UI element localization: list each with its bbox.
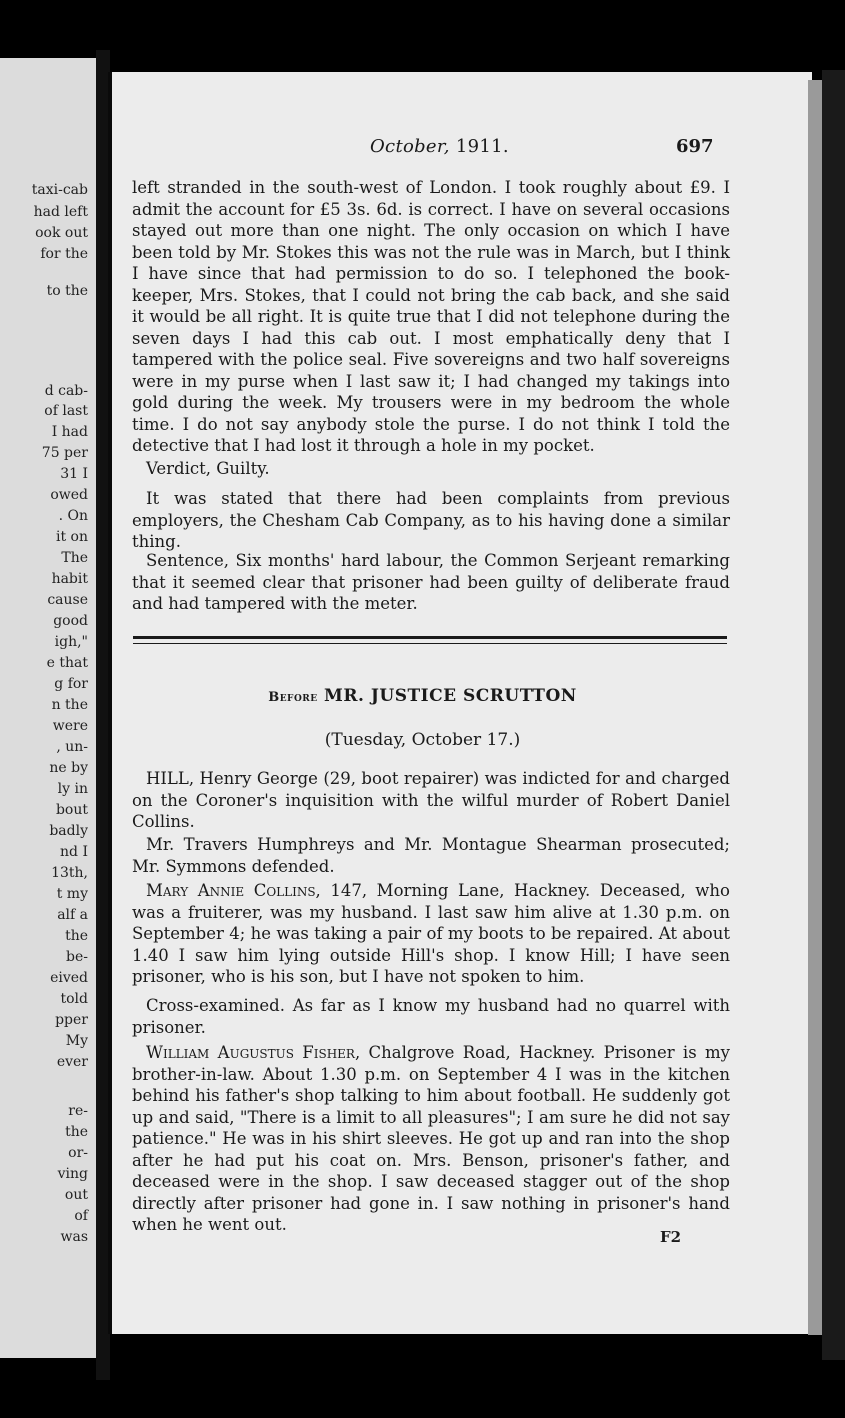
- header-month: October,: [370, 136, 450, 157]
- left-page-line: the: [65, 1124, 88, 1140]
- heading-before: Before: [268, 690, 318, 705]
- witness-name: William Augustus Fisher,: [146, 1043, 361, 1062]
- left-page-line: nd I: [60, 844, 88, 860]
- left-page-line: owed: [50, 487, 88, 503]
- left-page-line: igh,": [54, 634, 88, 650]
- section-divider-thin: [133, 643, 727, 644]
- running-header: [370, 136, 509, 157]
- left-page-line: for the: [40, 246, 88, 262]
- left-page-line: 31 I: [60, 466, 88, 482]
- left-page-line: of last: [44, 403, 88, 419]
- left-page-line: d cab-: [44, 383, 88, 399]
- page-number: 697: [676, 136, 714, 157]
- left-page-line: or-: [68, 1145, 88, 1161]
- heading-judge: MR. JUSTICE SCRUTTON: [324, 686, 577, 706]
- left-page-line: had left: [33, 204, 88, 220]
- left-page-line: of: [74, 1208, 88, 1224]
- left-page-line: n the: [51, 697, 88, 713]
- left-page-line: habit: [51, 571, 88, 587]
- left-page-line: ly in: [57, 781, 88, 797]
- left-page-line: t my: [56, 886, 88, 902]
- left-page-line: My: [65, 1033, 88, 1049]
- left-page-line: . On: [58, 508, 88, 524]
- left-page-line: 13th,: [51, 865, 88, 881]
- section-date: (Tuesday, October 17.): [324, 730, 521, 750]
- left-page-line: ook out: [35, 225, 88, 241]
- testimony-paragraph: left stranded in the south-west of London. I took roughly about £9. I admit the account for £5 3s. 6d. is correct. I have on several occasions stayed out more than one night. The only occasion on which I have been told by Mr. Stokes this was not the rule was in March, but I think I have since that had permission to do so. I telephoned the book-keeper, Mrs. Stokes, that I could not bring the cab back, and she said it would be all right. It is quite true that I did not telephone during the seven days I had this cab out. I most emphatically deny that I tampered with the police seal. Five sovereigns and two half sovereigns were in my purse when I last saw it; I had changed my takings into gold during the week. My trousers were in my bedroom the whole time. I do not say anybody stole the purse. I do not think I told the detective that I had lost it through a hole in my pocket.: [132, 178, 730, 455]
- left-page-line: pper: [55, 1012, 88, 1028]
- witness-name: Mary Annie Collins,: [146, 881, 321, 900]
- cross-examination-paragraph: Cross-examined. As far as I know my husband had no quarrel with prisoner.: [132, 996, 730, 1037]
- witness-fisher-paragraph: [132, 1042, 730, 1236]
- left-page-line: I had: [51, 424, 88, 440]
- left-page-line: ever: [56, 1054, 88, 1070]
- left-page-line: eived: [50, 970, 88, 986]
- left-page-line: The: [61, 550, 88, 566]
- header-year: 1911.: [455, 136, 509, 157]
- left-page-line: was: [60, 1229, 88, 1245]
- left-page-line: cause: [47, 592, 88, 608]
- page-edge: [808, 80, 822, 1335]
- left-page-line: were: [52, 718, 88, 734]
- left-page-line: good: [53, 613, 88, 629]
- left-page-line: bout: [55, 802, 88, 818]
- left-page-line: to the: [46, 283, 88, 299]
- left-page-line: re-: [68, 1103, 88, 1119]
- left-page-line: it on: [56, 529, 88, 545]
- witness-testimony: 147, Morning Lane, Hackney. Deceased, who was a fruiterer, was my husband. I last saw him alive at 1.30 p.m. on September 4; he was taking a pair of my boots to be repaired. At about 1.40 I saw him lying outside Hill's shop. I know Hill; I have seen prisoner, who is his son, but I have not spoken to him.: [132, 881, 730, 986]
- left-page-line: alf a: [57, 907, 88, 923]
- left-page-line: taxi-cab: [31, 182, 88, 198]
- verdict-paragraph: Verdict, Guilty.: [146, 459, 270, 478]
- left-page-line: 75 per: [41, 445, 88, 461]
- indictment-paragraph: HILL, Henry George (29, boot repairer) was indicted for and charged on the Coroner's inquisition with the wilful murder of Robert Daniel Collins.: [132, 769, 730, 831]
- left-page-line: ne by: [49, 760, 88, 776]
- left-page-line: ving: [57, 1166, 88, 1182]
- signature-mark: F2: [660, 1228, 682, 1246]
- left-page-line: e that: [46, 655, 88, 671]
- left-page-line: be-: [66, 949, 88, 965]
- left-page-line: out: [64, 1187, 88, 1203]
- left-page-line: , un-: [56, 739, 88, 755]
- witness-testimony: Chalgrove Road, Hackney. Prisoner is my brother-in-law. About 1.30 p.m. on September 4 I was in the kitchen behind his father's shop talking to him about football. He suddenly got up and said, "There is a limit to all pleasures"; I am sure he did not say patience." He was in his shirt sleeves. He got up and ran into the shop after he had put his coat on. Mrs. Benson, prisoner's father, and deceased were in the shop. I saw deceased stagger out of the shop directly after prisoner had gone in. I saw nothing in prisoner's hand when he went out.: [132, 1043, 730, 1234]
- section-heading: [0, 686, 845, 706]
- section-divider: [133, 636, 727, 639]
- book-cover-edge: [822, 70, 845, 1360]
- sentence-paragraph: Sentence, Six months' hard labour, the Common Serjeant remarking that it seemed clear that prisoner had been guilty of deliberate fraud and had tampered with the meter.: [132, 551, 730, 613]
- left-page-line: g for: [54, 676, 88, 692]
- complaints-paragraph: It was stated that there had been complaints from previous employers, the Chesham Cab Company, as to his having done a similar thing.: [132, 489, 730, 551]
- counsel-paragraph: Mr. Travers Humphreys and Mr. Montague Shearman prosecuted; Mr. Symmons defended.: [132, 835, 730, 876]
- left-page-line: the: [65, 928, 88, 944]
- witness-collins-paragraph: [132, 880, 730, 988]
- left-page-line: told: [60, 991, 88, 1007]
- left-page-line: badly: [49, 823, 88, 839]
